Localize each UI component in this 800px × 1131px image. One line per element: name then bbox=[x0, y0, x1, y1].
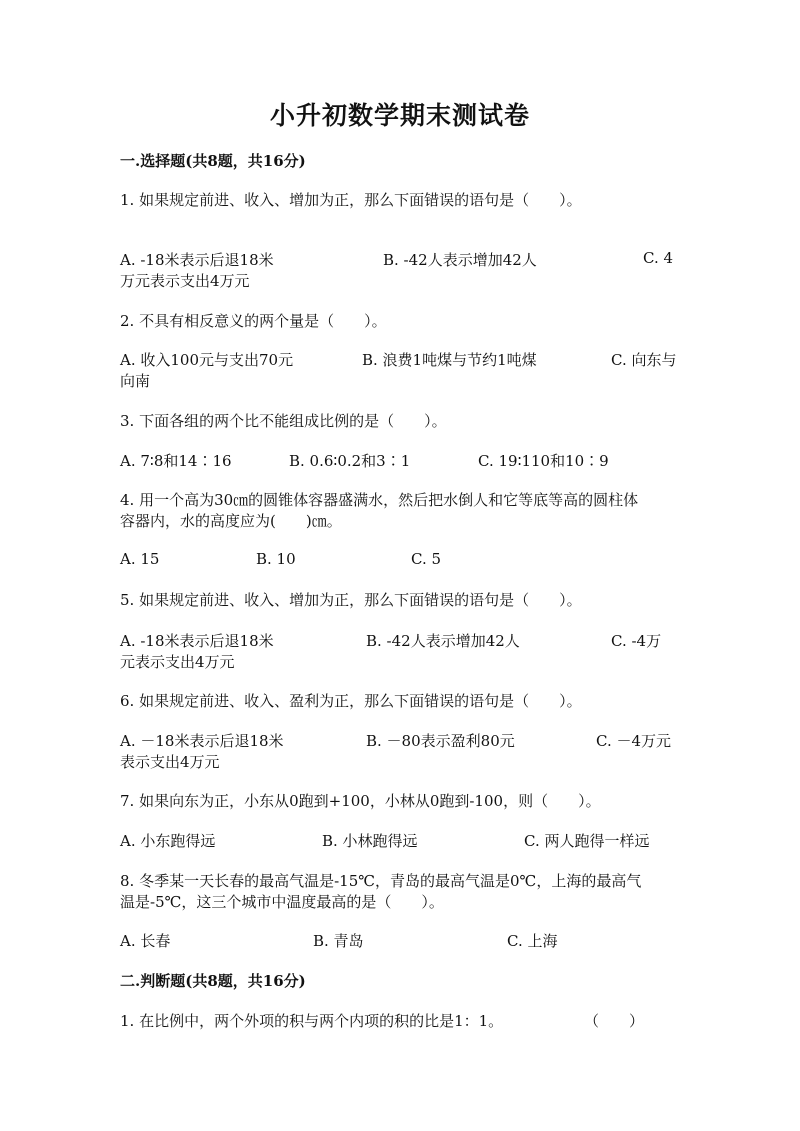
option-c: C. -4万 bbox=[611, 632, 662, 650]
option-wrap: 元表示支出4万元 bbox=[120, 653, 235, 671]
option-a: A. -18米表示后退18米 bbox=[120, 632, 274, 650]
answer-bracket: （ ） bbox=[584, 1012, 645, 1030]
option-wrap: 向南 bbox=[120, 372, 151, 390]
option-b: B. 0.6∶0.2和3∶1 bbox=[289, 452, 411, 470]
question-stem: 6. 如果规定前进、收入、盈利为正，那么下面错误的语句是（ ）。 bbox=[120, 692, 582, 710]
option-a: A. －18米表示后退18米 bbox=[120, 732, 284, 750]
question-stem-cont: 容器内，水的高度应为( )㎝。 bbox=[120, 512, 342, 530]
option-b: B. -42人表示增加42人 bbox=[383, 251, 537, 269]
question-stem: 3. 下面各组的两个比不能组成比例的是（ ）。 bbox=[120, 412, 447, 430]
option-b: B. －80表示盈利80元 bbox=[366, 732, 515, 750]
section-heading-choice: 一.选择题(共8题，共16分) bbox=[120, 152, 306, 170]
option-c: C. 4 bbox=[643, 249, 674, 267]
option-b: B. 青岛 bbox=[313, 932, 364, 950]
question-stem: 7. 如果向东为正，小东从0跑到+100，小林从0跑到-100，则（ ）。 bbox=[120, 792, 601, 810]
option-c: C. －4万元 bbox=[596, 732, 672, 750]
option-wrap: 表示支出4万元 bbox=[120, 753, 220, 771]
option-a: A. 小东跑得远 bbox=[120, 832, 216, 850]
question-stem: 4. 用一个高为30㎝的圆锥体容器盛满水，然后把水倒人和它等底等高的圆柱体 bbox=[120, 491, 639, 509]
option-a: A. 7∶8和14∶16 bbox=[120, 452, 232, 470]
option-b: B. 10 bbox=[256, 550, 296, 568]
question-stem: 2. 不具有相反意义的两个量是（ ）。 bbox=[120, 312, 387, 330]
page-title: 小升初数学期末测试卷 bbox=[269, 101, 530, 130]
option-c: C. 5 bbox=[411, 550, 442, 568]
option-a: A. 收入100元与支出70元 bbox=[120, 351, 294, 369]
question-stem: 5. 如果规定前进、收入、增加为正，那么下面错误的语句是（ ）。 bbox=[120, 591, 582, 609]
option-c: C. 向东与 bbox=[611, 351, 677, 369]
question-stem: 8. 冬季某一天长春的最高气温是-15℃，青岛的最高气温是0℃，上海的最高气 bbox=[120, 872, 642, 890]
option-b: B. 浪费1吨煤与节约1吨煤 bbox=[362, 351, 537, 369]
option-b: B. 小林跑得远 bbox=[322, 832, 418, 850]
question-stem-cont: 温是-5℃，这三个城市中温度最高的是（ ）。 bbox=[120, 893, 444, 911]
option-c: C. 两人跑得一样远 bbox=[524, 832, 650, 850]
option-wrap: 万元表示支出4万元 bbox=[120, 272, 250, 290]
question-stem: 1. 如果规定前进、收入、增加为正，那么下面错误的语句是（ ）。 bbox=[120, 191, 582, 209]
section-heading-judgment: 二.判断题(共8题，共16分) bbox=[120, 972, 306, 990]
option-c: C. 19∶110和10∶9 bbox=[478, 452, 609, 470]
option-a: A. 15 bbox=[120, 550, 160, 568]
option-b: B. -42人表示增加42人 bbox=[366, 632, 520, 650]
question-stem: 1. 在比例中，两个外项的积与两个内项的积的比是1：1。 bbox=[120, 1012, 504, 1030]
option-a: A. 长春 bbox=[120, 932, 171, 950]
option-c: C. 上海 bbox=[507, 932, 558, 950]
option-a: A. -18米表示后退18米 bbox=[120, 251, 274, 269]
